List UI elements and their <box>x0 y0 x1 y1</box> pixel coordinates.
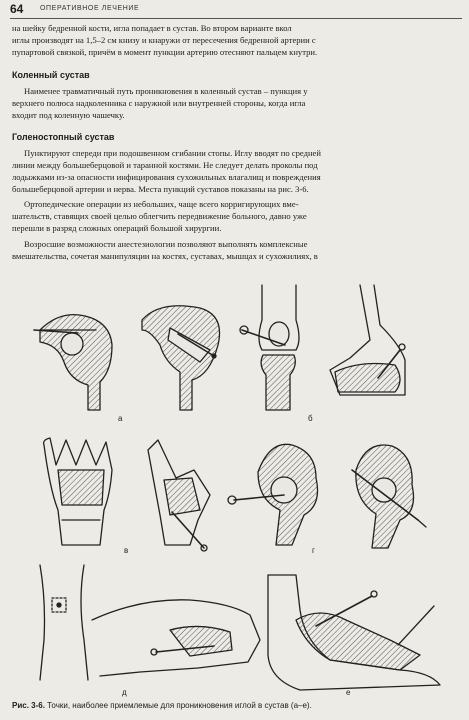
figure-label-g: г <box>312 546 315 555</box>
figure-label-b: б <box>308 414 313 423</box>
text-line: линии между большеберцовой и таранной костями. Не следует делать проколы под <box>12 160 318 170</box>
ankle-heading: Голеностопный сустав <box>12 132 115 142</box>
knee-heading: Коленный сустав <box>12 70 90 80</box>
figure-label-a: а <box>118 414 123 423</box>
shoulder-front-drawing <box>34 315 112 410</box>
text-line: верхнего полюса надколенника с наружной или внутренней стороны, когда игла <box>12 98 306 108</box>
page-number: 64 <box>10 2 24 16</box>
text-line: шательств, ставящих своей целью облегчить передвижение больного, давно уже <box>12 211 307 221</box>
text-line: лодыжками из-за опасности инфицирования сухожильных влагалищ и повреждения <box>12 172 321 182</box>
text-line: Возросшие возможности анестезиологии позволяют выполнять комплексные <box>24 239 308 249</box>
knee-side-drawing <box>40 565 88 680</box>
figure-label-d: д <box>122 688 127 697</box>
text-line: на шейку бедренной кости, игла попадает в сустав. Во втором варианте вкол <box>12 23 292 33</box>
text-line: иглы производят на 1,5–2 см книзу и кнаружи от пересечения бедренной артерии с <box>12 35 316 45</box>
section-title: ОПЕРАТИВНОЕ ЛЕЧЕНИЕ <box>40 5 140 12</box>
wrist-side-drawing <box>148 440 210 551</box>
text-line: Ортопедические операции из небольших, чаще всего корригирующих вме- <box>24 199 299 209</box>
hip-side-drawing <box>352 445 426 548</box>
figure-caption <box>12 701 462 710</box>
text-line: пупартовой связкой, причём в момент пункции артерию отесняют пальцем кнутри. <box>12 47 318 57</box>
wrist-front-drawing <box>44 438 112 545</box>
ankle-foot-drawing <box>268 575 440 690</box>
text-line: вмешательства, сочетая манипуляции на костях, суставах, мышцах и сухожилиях, в <box>12 251 318 261</box>
leg-with-needle-drawing <box>92 600 260 676</box>
shoulder-back-drawing <box>142 306 220 410</box>
knee-drawing <box>240 285 299 410</box>
elbow-drawing <box>330 285 405 395</box>
text-line: входит под коленную чашечку. <box>12 110 125 120</box>
figure-label-v: в <box>124 546 129 555</box>
caption-text: Точки, наиболее приемлемые для проникновения иглой в сустав (а–е). <box>47 701 312 710</box>
caption-number: Рис. 3-6. <box>12 701 45 710</box>
text-line: Наименее травматичный путь проникновения в коленный сустав – пункция у <box>24 86 308 96</box>
text-line: Пунктируют спереди при подошвенном сгибании стопы. Иглу вводят по средней <box>24 148 321 158</box>
text-line: большеберцовой артерии и нерва. Места пункций суставов показаны на рис. 3-6. <box>12 184 309 194</box>
figure-label-e: е <box>346 688 351 697</box>
text-line: перешли в разряд сложных операций большой хирургии. <box>12 223 222 233</box>
hip-front-drawing <box>228 444 318 545</box>
